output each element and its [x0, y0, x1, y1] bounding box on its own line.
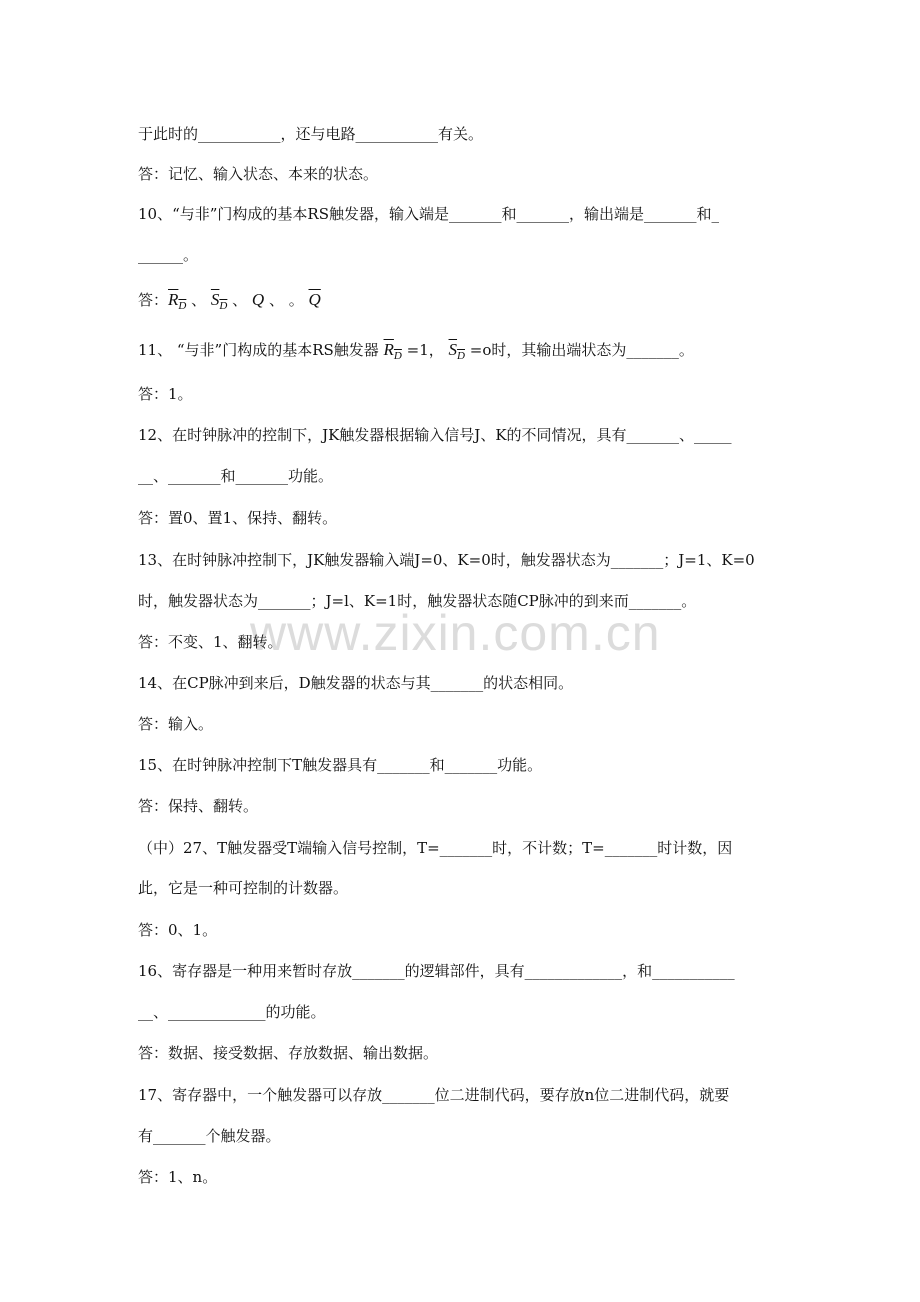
separator: 、 。: [264, 291, 309, 309]
question-12: 12、在时钟脉冲的控制下，JK触发器根据输入信号J、K的不同情况，具有_______、_____: [138, 426, 732, 444]
question-14: 14、在CP脉冲到来后，D触发器的状态与其_______的状态相同。: [138, 674, 574, 692]
sd-bar-symbol: $S_D$: [210, 290, 228, 312]
watermark: www.zixin.com.cn: [250, 605, 661, 661]
answer-27: 答：0、1。: [138, 921, 218, 939]
question-11-mid: =1，: [401, 341, 449, 359]
text-line: 于此时的___________，还与电路___________有关。: [138, 125, 484, 143]
question-11-prefix: 11、 “与非”门构成的基本RS触发器: [138, 341, 384, 359]
question-10: 10、“与非”门构成的基本RS触发器，输入端是_______和_______，输出端是_______和_: [138, 205, 719, 223]
text-line: __、_______和_______功能。: [138, 467, 334, 485]
question-27: （中）27、T触发器受T端输入信号控制，T=_______时，不计数；T=_______时计数，因: [138, 839, 733, 857]
answer-prefix: 答：: [138, 291, 169, 309]
question-17: 17、寄存器中，一个触发器可以存放_______位二进制代码，要存放n位二进制代码，就要: [138, 1086, 730, 1104]
text-line: __、_____________的功能。: [138, 1003, 326, 1021]
answer-14: 答：输入。: [138, 715, 214, 733]
q-bar-symbol: $\overline{Q}$: [308, 290, 321, 309]
answer-10: [138, 290, 788, 312]
question-11: [138, 340, 788, 362]
text-line: 有_______个触发器。: [138, 1127, 281, 1145]
answer-15: 答：保持、翻转。: [138, 797, 259, 815]
question-15: 15、在时钟脉冲控制下T触发器具有_______和_______功能。: [138, 756, 543, 774]
question-16: 16、寄存器是一种用来暂时存放_______的逻辑部件，具有_____________，和___________: [138, 962, 735, 980]
text-line: 此，它是一种可控制的计数器。: [138, 879, 349, 897]
question-13: 13、在时钟脉冲控制下，JK触发器输入端J=0、K=0时，触发器状态为_______；J=1、K=0: [138, 551, 755, 569]
answer-17: 答：1、n。: [138, 1168, 218, 1186]
question-11-suffix: =o时，其输出端状态为_______。: [464, 341, 694, 359]
answer-13: 答：不变、1、翻转。: [138, 633, 283, 651]
text-line: ______。: [138, 246, 199, 264]
sd-bar-symbol: $S_D$: [448, 340, 465, 362]
separator: 、: [186, 291, 211, 309]
rd-bar-symbol: $R_D$: [168, 290, 187, 312]
answer-line: 答：记忆、输入状态、本来的状态。: [138, 165, 379, 183]
q-symbol: Q: [251, 290, 265, 309]
answer-11: 答：1。: [138, 385, 193, 403]
answer-16: 答：数据、接受数据、存放数据、输出数据。: [138, 1044, 439, 1062]
answer-12: 答：置0、置1、保持、翻转。: [138, 509, 338, 527]
separator: 、: [227, 291, 252, 309]
rd-bar-symbol: $R_D$: [383, 340, 402, 362]
text-line: 时，触发器状态为_______；J=l、K=1时，触发器状态随CP脉冲的到来而_______。: [138, 592, 697, 610]
